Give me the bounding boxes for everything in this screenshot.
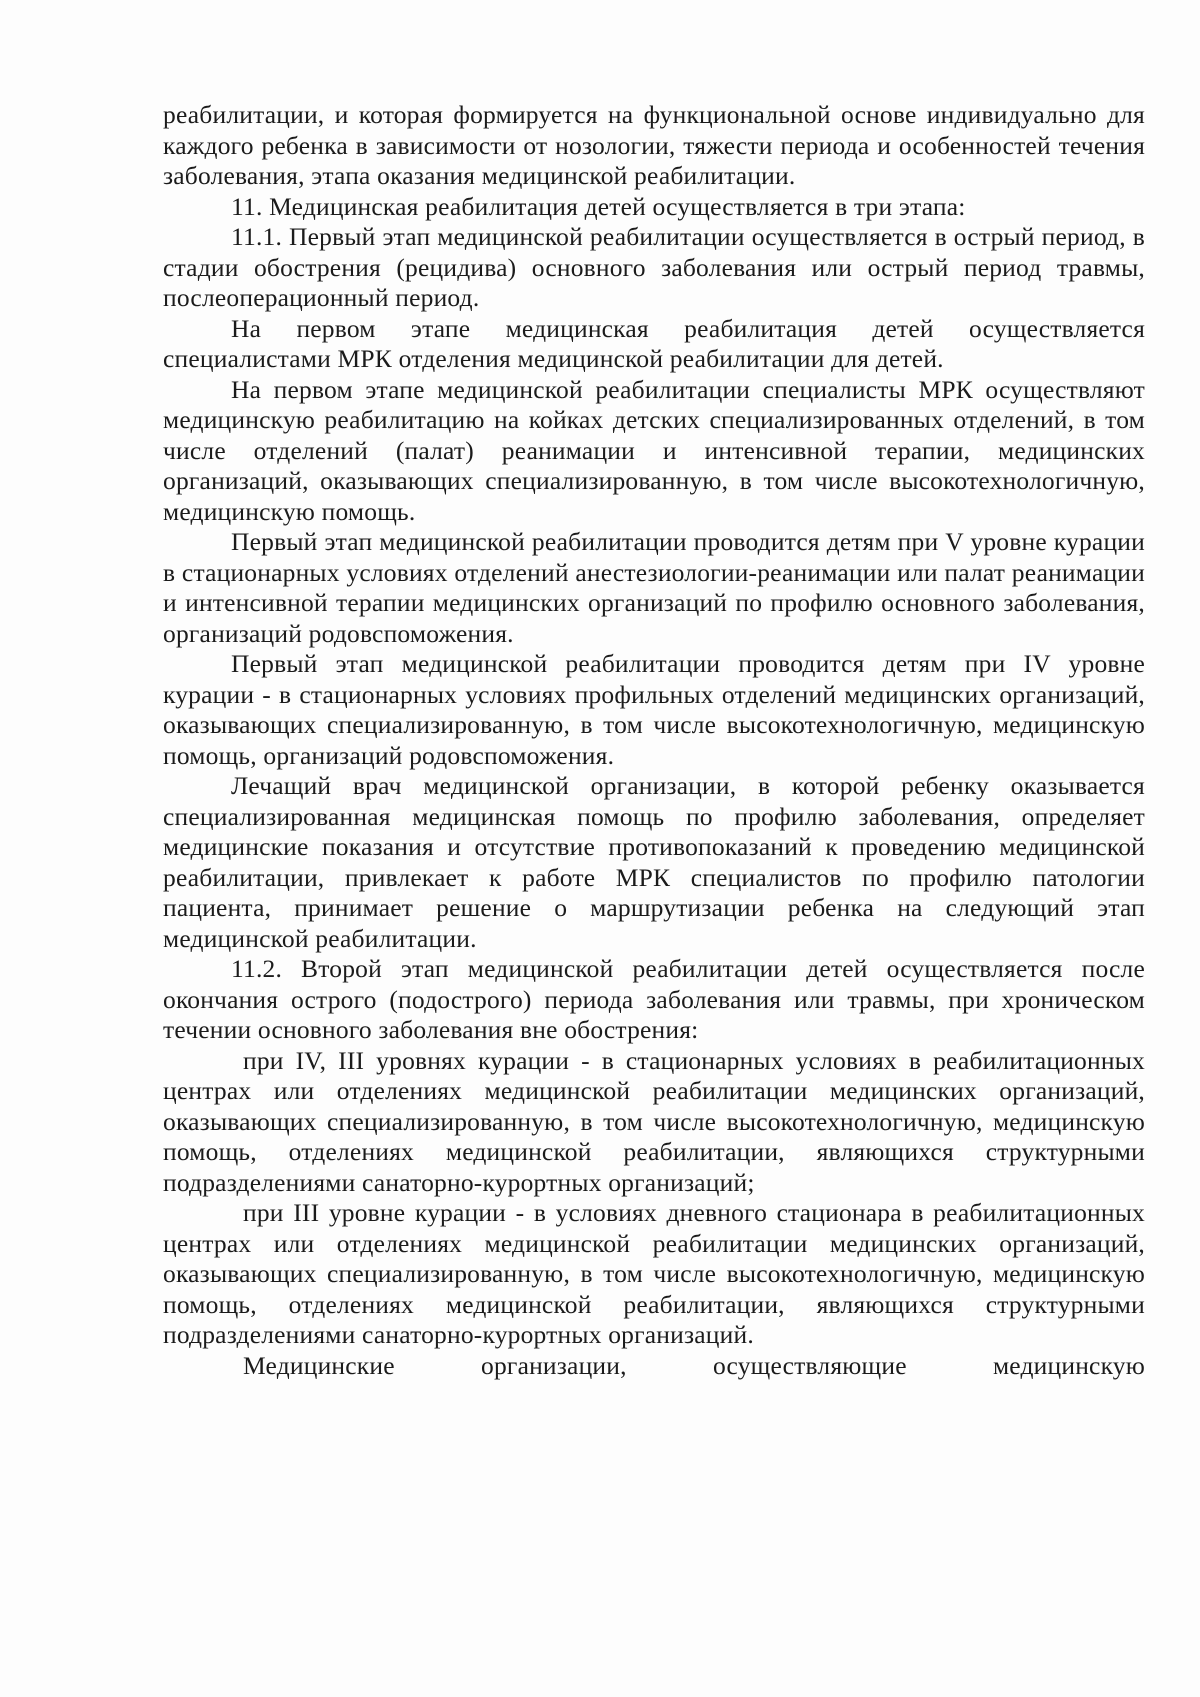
paragraph-first-stage-beds: На первом этапе медицинской реабилитации специалисты МРК осуществляют медицинскую реабилитацию на койках детских специализированных отделений, в том числе отделений (палат) реанимации и интенсивной терапии, медицинских организаций, оказывающих специализированную, в том числе высокотехнологичную, медицинскую помощь. (163, 374, 1145, 526)
document-body (163, 100, 1145, 1381)
paragraph-continuation: реабилитации, и которая формируется на функциональной основе индивидуально для каждого ребенка в зависимости от нозологии, тяжести периода и особенностей течения заболевания, этапа оказания медицинской реабилитации. (163, 100, 1145, 190)
paragraph-section-11-1: 11.1. Первый этап медицинской реабилитации осуществляется в острый период, в стадии обострения (рецидива) основного заболевания или острый период травмы, послеоперационный период. (163, 222, 1145, 312)
paragraph-first-stage-level-v: Первый этап медицинской реабилитации проводится детям при V уровне курации в стационарных условиях отделений анестезиологии-реанимации или палат реанимации и интенсивной терапии медицинских организаций по профилю основного заболевания, организаций родовспоможения. (163, 527, 1145, 648)
paragraph-first-stage-specialists: На первом этапе медицинская реабилитация детей осуществляется специалистами МРК отделения медицинской реабилитации для детей. (163, 313, 1145, 373)
paragraph-section-11-2: 11.2. Второй этап медицинской реабилитации детей осуществляется после окончания острого (подострого) периода заболевания или травмы, при хроническом течении основного заболевания вне обострения: (163, 954, 1145, 1044)
paragraph-medical-organizations: Медицинские организации, осуществляющие медицинскую (243, 1350, 1145, 1380)
paragraph-attending-physician: Лечащий врач медицинской организации, в которой ребенку оказывается специализированная медицинская помощь по профилю заболевания, определяет медицинские показания и отсутствие противопоказаний к проведению медицинской реабилитации, привлекает к работе МРК специалистов по профилю патологии пациента, принимает решение о маршрутизации ребенка на следующий этап медицинской реабилитации. (163, 771, 1145, 953)
paragraph-level-iii-day-hospital: при III уровне курации - в условиях дневного стационара в реабилитационных центрах или отделениях медицинской реабилитации медицинских организаций, оказывающих специализированную, в том числе высокотехнологичную, медицинскую помощь, отделениях медицинской реабилитации, являющихся структурными подразделениями санаторно-курортных организаций. (163, 1198, 1145, 1349)
paragraph-section-11: 11. Медицинская реабилитация детей осуществляется в три этапа: (231, 191, 966, 221)
paragraph-levels-iv-iii: при IV, III уровнях курации - в стационарных условиях в реабилитационных центрах или отделениях медицинской реабилитации медицинских организаций, оказывающих специализированную, в том числе высокотехнологичную, медицинскую помощь, отделениях медицинской реабилитации, являющихся структурными подразделениями санаторно-курортных организаций; (163, 1045, 1145, 1197)
paragraph-first-stage-level-iv: Первый этап медицинской реабилитации проводится детям при IV уровне курации - в стационарных условиях профильных отделений медицинских организаций, оказывающих специализированную, в том числе высокотехнологичную, медицинскую помощь, организаций родовспоможения. (163, 649, 1145, 770)
